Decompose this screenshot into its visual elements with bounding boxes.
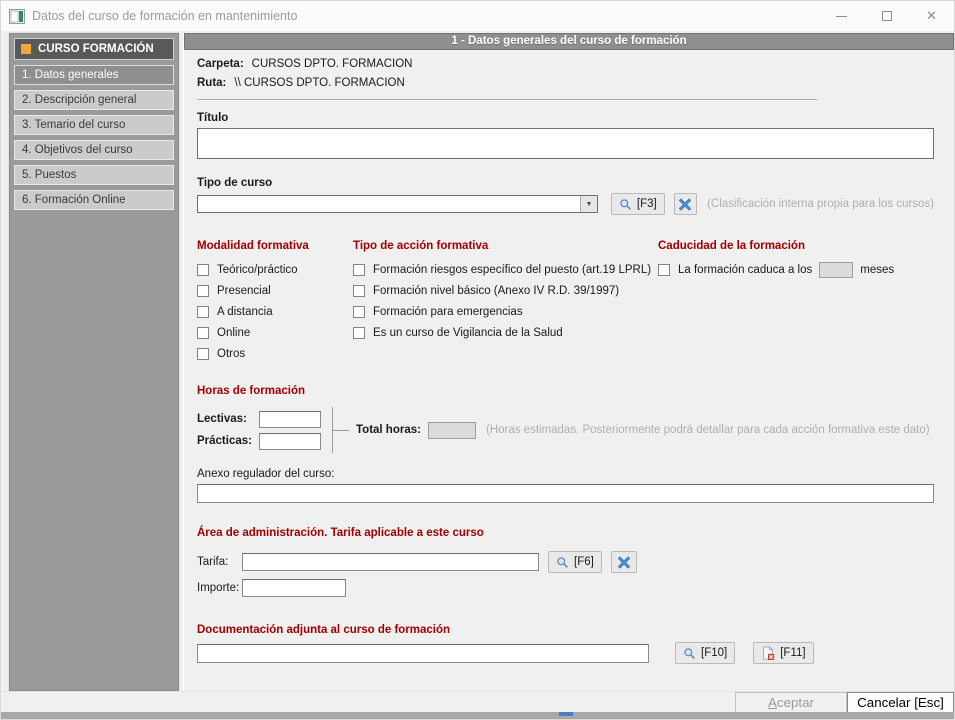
footer-bar — [1, 691, 954, 712]
documentacion-input[interactable] — [197, 644, 649, 663]
tipo-curso-row — [197, 193, 934, 215]
anexo-label: Anexo regulador del curso: — [197, 468, 335, 480]
ruta-label: Ruta: — [197, 77, 227, 89]
accept-rest: ceptar — [776, 695, 814, 710]
orange-square-icon — [21, 44, 31, 54]
bracket-arm-line — [333, 430, 349, 431]
anexo-input[interactable] — [197, 484, 934, 503]
main-panel — [183, 33, 954, 691]
combo-dropdown-button[interactable] — [580, 196, 597, 212]
carpeta-row — [197, 58, 934, 70]
search-icon — [683, 647, 696, 660]
window-title: Datos del curso de formación en mantenimiento — [32, 9, 298, 23]
dialog-body — [1, 31, 954, 691]
blue-x-icon — [678, 198, 692, 211]
search-icon — [556, 556, 569, 569]
checkbox[interactable] — [197, 306, 209, 318]
accion-column — [353, 240, 658, 368]
panel-header: 1 - Datos generales del curso de formación — [184, 33, 954, 50]
tarifa-section-header: Área de administración. Tarifa aplicable a este curso — [197, 527, 484, 539]
importe-row — [197, 579, 934, 597]
caducidad-suffix: meses — [860, 263, 895, 276]
accion-options — [353, 263, 658, 339]
sidebar-header — [14, 38, 174, 60]
checkbox[interactable] — [353, 285, 365, 297]
checkbox-label: Presencial — [217, 284, 271, 297]
accion-option-row — [353, 305, 658, 318]
accion-option-row — [353, 326, 658, 339]
accion-header: Tipo de acción formativa — [353, 240, 489, 252]
titlebar — [1, 1, 954, 31]
accion-option-row — [353, 284, 658, 297]
carpeta-value: CURSOS DPTO. FORMACION — [251, 58, 413, 70]
total-horas-label: Total horas: — [356, 424, 421, 436]
horas-section — [197, 407, 934, 453]
separator-line — [197, 99, 817, 101]
checkbox[interactable] — [197, 285, 209, 297]
checkbox-label: Es un curso de Vigilancia de la Salud — [373, 326, 563, 339]
minimize-button[interactable] — [819, 1, 864, 31]
sidebar-item[interactable] — [14, 140, 174, 160]
checkbox-label: Formación para emergencias — [373, 305, 523, 318]
tarifa-search-label: [F6] — [574, 556, 594, 568]
window-controls — [819, 1, 954, 31]
accept-button[interactable] — [735, 692, 847, 713]
checkbox-label: Otros — [217, 347, 246, 360]
lectivas-input[interactable] — [259, 411, 321, 428]
checkbox[interactable] — [197, 264, 209, 276]
maximize-button[interactable] — [864, 1, 909, 31]
sidebar-item[interactable] — [14, 65, 174, 85]
titulo-label: Título — [197, 112, 229, 124]
lectivas-label: Lectivas: — [197, 413, 247, 425]
maximize-icon — [882, 11, 892, 21]
checkbox-section — [197, 240, 934, 368]
modalidad-option-row — [197, 347, 353, 360]
modalidad-options — [197, 263, 353, 360]
document-remove-icon — [761, 646, 775, 660]
sidebar-item-label: 5. Puestos — [22, 169, 77, 181]
modalidad-column — [197, 240, 353, 368]
tarifa-search-button[interactable] — [548, 551, 602, 573]
close-icon: ✕ — [926, 8, 937, 23]
caducidad-option-label: La formación caduca a los — [678, 263, 813, 276]
tarifa-row — [197, 551, 934, 573]
modalidad-header: Modalidad formativa — [197, 240, 309, 252]
importe-label: Importe: — [197, 582, 240, 594]
horas-note: (Horas estimadas. Posteriormente podrá detallar para cada acción formativa este dato) — [485, 424, 930, 436]
tipo-curso-search-button[interactable] — [611, 193, 665, 215]
checkbox-label: Formación riesgos específico del puesto (art.19 LPRL) — [373, 263, 652, 276]
lectivas-row — [197, 411, 321, 428]
documentacion-search-button[interactable] — [675, 642, 735, 664]
documentacion-row — [197, 642, 934, 664]
tipo-curso-combobox[interactable] — [197, 195, 598, 213]
documentacion-delete-label: [F11] — [780, 647, 806, 659]
modalidad-option-row — [197, 305, 353, 318]
horas-header: Horas de formación — [197, 385, 305, 397]
checkbox[interactable] — [353, 306, 365, 318]
caducidad-option-row — [658, 263, 934, 276]
sidebar-item-label: 3. Temario del curso — [22, 119, 126, 131]
background-window-edge — [1, 712, 954, 719]
search-icon — [619, 198, 632, 211]
sidebar-item[interactable] — [14, 115, 174, 135]
sidebar-item-label: 1. Datos generales — [22, 69, 119, 81]
caducidad-months-input[interactable] — [819, 262, 853, 278]
tipo-curso-search-label: [F3] — [636, 198, 657, 210]
accept-key: A — [768, 695, 777, 710]
background-window-accent — [559, 712, 573, 716]
documentacion-header: Documentación adjunta al curso de formación — [197, 624, 451, 636]
carpeta-label: Carpeta: — [197, 58, 244, 70]
documentacion-delete-button[interactable] — [753, 642, 813, 664]
checkbox[interactable] — [353, 264, 365, 276]
sidebar — [9, 33, 179, 691]
modalidad-option-row — [197, 263, 353, 276]
sidebar-item[interactable] — [14, 190, 174, 210]
titulo-input[interactable] — [197, 128, 934, 159]
documentacion-search-label: [F10] — [701, 647, 728, 659]
close-button[interactable] — [909, 1, 954, 31]
ruta-value: \\ CURSOS DPTO. FORMACION — [234, 77, 405, 89]
checkbox-label: A distancia — [217, 305, 273, 318]
accion-option-row — [353, 263, 658, 276]
practicas-label: Prácticas: — [197, 435, 252, 447]
cancel-label: Cancelar [Esc] — [857, 695, 944, 710]
ruta-row — [197, 77, 934, 89]
panel-content — [184, 50, 954, 691]
minimize-icon — [836, 16, 847, 17]
modalidad-option-row — [197, 326, 353, 339]
chevron-down-icon: ▼ — [585, 200, 593, 208]
sidebar-item-label: 2. Descripción general — [22, 94, 137, 106]
sidebar-item-label: 6. Formación Online — [22, 194, 126, 206]
modalidad-option-row — [197, 284, 353, 297]
checkbox-label: Formación nivel básico (Anexo IV R.D. 39/1997) — [373, 284, 620, 297]
sidebar-items — [10, 65, 178, 210]
checkbox-label: Online — [217, 326, 251, 339]
sidebar-item[interactable] — [14, 90, 174, 110]
tarifa-clear-button[interactable] — [611, 551, 637, 573]
caducidad-column — [658, 240, 934, 368]
importe-input[interactable] — [242, 579, 346, 597]
tarifa-label: Tarifa: — [197, 556, 229, 568]
checkbox[interactable] — [353, 327, 365, 339]
checkbox[interactable] — [197, 348, 209, 360]
practicas-row — [197, 433, 321, 450]
horas-inputs — [197, 411, 321, 450]
caducidad-header: Caducidad de la formación — [658, 240, 805, 252]
checkbox-label: Teórico/práctico — [217, 263, 298, 276]
sidebar-header-label: CURSO FORMACIÓN — [38, 43, 154, 55]
tipo-curso-note: (Clasificación interna propia para los cursos) — [707, 198, 934, 210]
tipo-curso-input[interactable] — [198, 196, 580, 212]
practicas-input[interactable] — [259, 433, 321, 450]
checkbox[interactable] — [658, 264, 670, 276]
tarifa-input[interactable] — [242, 553, 539, 571]
checkbox[interactable] — [197, 327, 209, 339]
sidebar-item[interactable] — [14, 165, 174, 185]
blue-x-icon — [617, 556, 631, 569]
tipo-curso-label: Tipo de curso — [197, 177, 273, 189]
sidebar-item-label: 4. Objetivos del curso — [22, 144, 133, 156]
app-icon — [9, 9, 25, 24]
tipo-curso-clear-button[interactable] — [674, 193, 697, 215]
total-horas-input — [428, 422, 476, 439]
cancel-button[interactable] — [847, 692, 954, 713]
